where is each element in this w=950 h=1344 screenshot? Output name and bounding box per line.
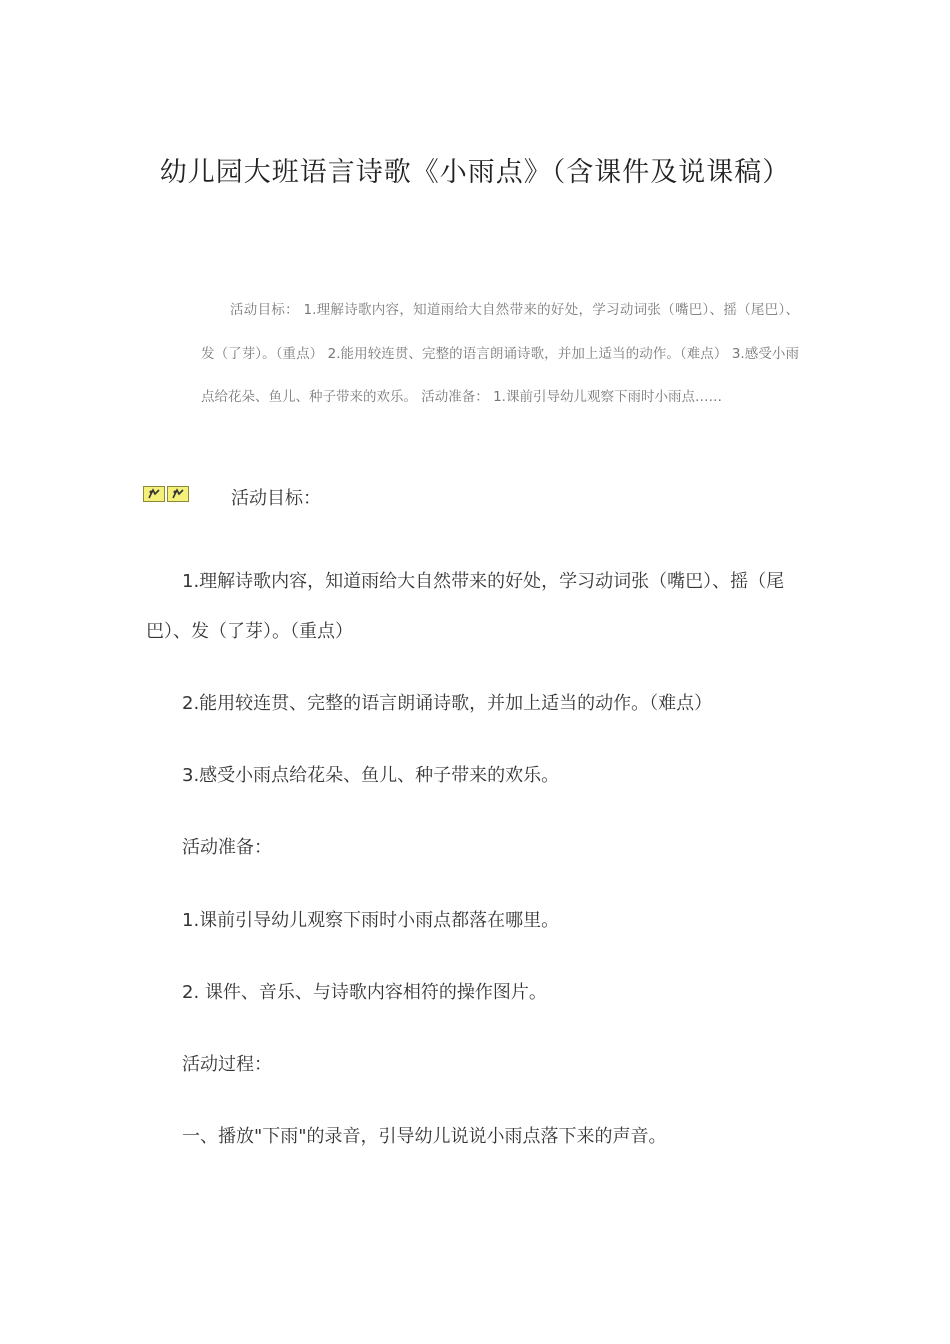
inline-image-placeholder xyxy=(143,486,191,504)
page-title: 幼儿园大班语言诗歌《小雨点》（含课件及说课稿） xyxy=(159,157,791,188)
goal-item-3: 3.感受小雨点给花朵、鱼儿、种子带来的欢乐。 xyxy=(182,765,560,786)
preparation-item-2: 2. 课件、音乐、与诗歌内容相符的操作图片。 xyxy=(182,982,547,1003)
broken-image-icon xyxy=(167,486,189,502)
preparation-item-1: 1.课前引导幼儿观察下雨时小雨点都落在哪里。 xyxy=(182,910,560,931)
goal-item-1: 1.理解诗歌内容，知道雨给大自然带来的好处，学习动词张（嘴巴）、摇（尾巴）、发（了芽）。（重点） xyxy=(146,571,785,642)
section-heading-goals: 活动目标： xyxy=(231,488,321,509)
goal-item-2: 2.能用较连贯、完整的语言朗诵诗歌，并加上适当的动作。（难点） xyxy=(182,693,713,714)
broken-image-icon xyxy=(143,486,165,502)
process-step-1: 一、播放"下雨"的录音，引导幼儿说说小雨点落下来的声音。 xyxy=(182,1126,667,1147)
section-heading-preparation: 活动准备： xyxy=(182,837,272,858)
section-heading-process: 活动过程： xyxy=(182,1054,272,1075)
summary-excerpt: 活动目标： 1.理解诗歌内容，知道雨给大自然带来的好处，学习动词张（嘴巴）、摇（尾巴）、发（了芽）。（重点） 2.能用较连贯、完整的语言朗诵诗歌，并加上适当的动作。（难点） 3.感受小雨点给花朵、鱼儿、种子带来的欢乐。 活动准备： 1.课前引导幼儿观察下雨时小雨点…… xyxy=(201,302,799,405)
